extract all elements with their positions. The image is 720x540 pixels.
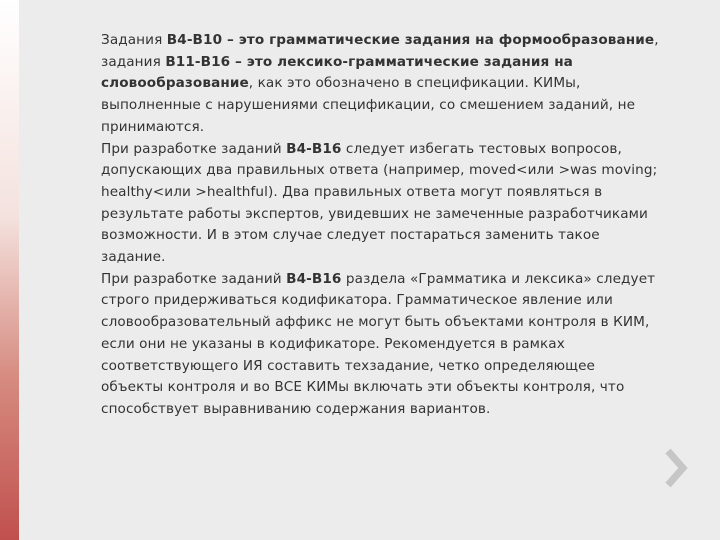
p1-bold-forms: В4-В10 – это грамматические задания на формообразование <box>166 32 655 48</box>
p2-bold-range: В4-В16 <box>286 140 342 157</box>
p1-text: Задания <box>101 32 167 48</box>
paragraph-2 <box>101 139 661 269</box>
accent-bar <box>0 0 19 540</box>
p1-text: , задания <box>101 32 659 70</box>
p3-text: раздела «Грамматика и лексика» следует строго придерживаться кодификатора. Грамматическое явление или словообразовательный аффикс не могут быть объектами контроля в КИМ, если они не указаны в кодификаторе. Рекомендуется в рамках соответствующего ИЯ составить техзадание, четко определяющее объекты контроля и во ВСЕ КИМы включать эти объекты контроля, что способствует выравниванию содержания вариантов. <box>101 270 656 417</box>
paragraph-3 <box>101 269 661 421</box>
chevron-right-icon <box>663 448 689 488</box>
p2-text: При разработке заданий <box>101 140 287 157</box>
p2-text: следует избегать тестовых вопросов, допускающих два правильных ответа (например, moved<или >was moving; healthy<или >healthful). Два правильных ответа могут появляться в результате работы экспертов, увидевших не замеченные разработчиками возможности. И в этом случае следует постараться заменить такое задание. <box>101 140 658 266</box>
slide-body <box>101 30 661 421</box>
p1-bold-wordformation: В11-В16 – это лексико-грамматические задания на словообразование <box>101 53 573 92</box>
p1-text: , как это обозначено в спецификации. КИМы, выполненные с нарушениями спецификации, со смешением заданий, не принимаются. <box>101 75 636 135</box>
paragraph-1 <box>101 30 661 139</box>
next-slide-button[interactable] <box>663 448 689 488</box>
p3-text: При разработке заданий <box>101 270 287 287</box>
p3-bold-range: В4-В16 <box>286 270 342 287</box>
